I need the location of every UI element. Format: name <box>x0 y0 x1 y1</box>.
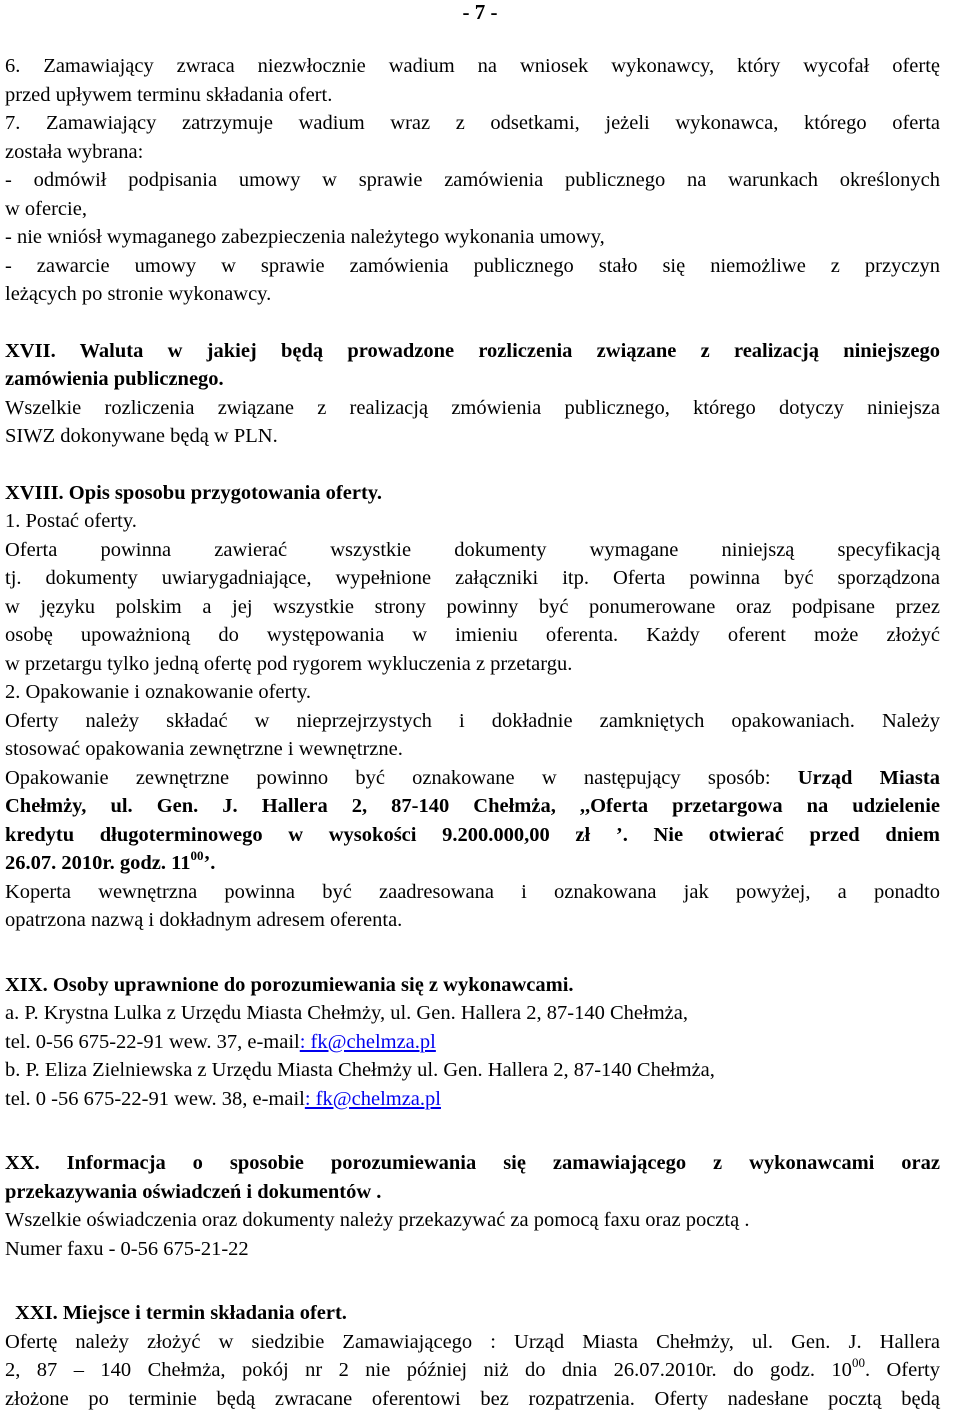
section-16-wadium-list <box>5 52 940 309</box>
spacer <box>5 1263 940 1299</box>
outer-packaging-line-3: kredytu długoterminowego w wysokości 9.200.000,00 zł ’. Nie otwierać przed dniem <box>5 821 940 850</box>
submission-continued: . Oferty <box>865 1359 940 1381</box>
inner-envelope-line-1: Koperta wewnętrzna powinna być zaadresowana i oznakowana jak powyżej, a ponadto <box>5 878 940 907</box>
contact-b-phone: tel. 0 -56 675-22-91 wew. 38, e-mail <box>5 1088 305 1110</box>
list-item-7-line-2: została wybrana: <box>5 138 940 167</box>
list-item-6-line-1: 6. Zamawiający zwraca niezwłocznie wadium na wniosek wykonawcy, który wycofał ofertę <box>5 52 940 81</box>
section-21-line-2 <box>5 1356 940 1385</box>
contact-b-line-2 <box>5 1085 940 1114</box>
document-body <box>5 52 940 1413</box>
dash-item-1-line-2: w ofercie, <box>5 195 940 224</box>
section-21-heading <box>5 1299 940 1328</box>
outer-packaging-line-2: Chełmży, ul. Gen. J. Hallera 2, 87-140 Chełmża, ,,Oferta przetargowa na udzielenie <box>5 792 940 821</box>
deadline-minutes: 00 <box>190 848 203 863</box>
dash-item-3-line-1: - zawarcie umowy w sprawie zamówienia publicznego stało się niemożliwe z przyczyn <box>5 252 940 281</box>
section-21-line-1: Ofertę należy złożyć w siedzibie Zamawiającego : Urząd Miasta Chełmży, ul. Gen. J. Hallera <box>5 1328 940 1357</box>
page-number: - 7 - <box>0 0 960 26</box>
dash-item-3-line-2: leżących po stronie wykonawcy. <box>5 280 940 309</box>
dash-item-2: - nie wniósł wymaganego zabezpieczenia należytego wykonania umowy, <box>5 223 940 252</box>
subsection-2-line-2: stosować opakowania zewnętrzne i wewnętrzne. <box>5 735 940 764</box>
spacer <box>5 935 940 971</box>
spacer <box>5 451 940 479</box>
fax-number: Numer faxu - 0-56 675-21-22 <box>5 1235 940 1264</box>
deadline-date: 26.07. 2010r. godz. 11 <box>5 852 190 874</box>
spacer <box>5 309 940 337</box>
section-19-contacts <box>5 971 940 1114</box>
section-18-offer-preparation <box>5 479 940 935</box>
spacer <box>5 1113 940 1149</box>
section-20-text: Wszelkie oświadczenia oraz dokumenty należy przekazywać za pomocą faxu oraz pocztą . <box>5 1206 940 1235</box>
section-17-currency <box>5 337 940 451</box>
contact-a-line-2 <box>5 1028 940 1057</box>
list-item-6-line-2: przed upływem terminu składania ofert. <box>5 81 940 110</box>
outer-packaging-line-4 <box>5 849 940 878</box>
subsection-2-title: 2. Opakowanie i oznakowanie oferty. <box>5 678 940 707</box>
submission-deadline: 2, 87 – 140 Chełmża, pokój nr 2 nie później niż do dnia 26.07.2010r. do godz. 10 <box>5 1359 852 1381</box>
contact-b-line-1: b. P. Eliza Zielniewska z Urzędu Miasta Chełmży ul. Gen. Hallera 2, 87-140 Chełmża, <box>5 1056 940 1085</box>
subsection-1-title: 1. Postać oferty. <box>5 507 940 536</box>
inner-envelope-line-2: opatrzona nazwą i dokładnym adresem oferenta. <box>5 906 940 935</box>
subsection-1-line-4: osobę upoważnioną do występowania w imieniu oferenta. Każdy oferent może złożyć <box>5 621 940 650</box>
subsection-1-line-2: tj. dokumenty uwiarygadniające, wypełnione załączniki itp. Oferta powinna być sporządzona <box>5 564 940 593</box>
outer-packaging-address-start: Urząd Miasta <box>798 767 940 789</box>
section-17-text-line-1: Wszelkie rozliczenia związane z realizacją zmówienia publicznego, którego dotyczy niniejsza <box>5 394 940 423</box>
subsection-1-line-5: w przetargu tylko jedną ofertę pod rygorem wykluczenia z przetargu. <box>5 650 940 679</box>
section-20-communication <box>5 1149 940 1263</box>
dash-item-1-line-1: - odmówił podpisania umowy w sprawie zamówienia publicznego na warunkach określonych <box>5 166 940 195</box>
submission-minutes: 00 <box>852 1355 865 1370</box>
section-17-text-line-2: SIWZ dokonywane będą w PLN. <box>5 422 940 451</box>
section-19-heading: XIX. Osoby uprawnione do porozumiewania się z wykonawcami. <box>5 971 940 1000</box>
subsection-1-line-3: w języku polskim a jej wszystkie strony powinny być ponumerowane oraz podpisane przez <box>5 593 940 622</box>
contact-a-email-link[interactable]: : fk@chelmza.pl <box>300 1031 436 1053</box>
subsection-2-line-1: Oferty należy składać w nieprzejrzystych i dokładnie zamkniętych opakowaniach. Należy <box>5 707 940 736</box>
contact-b-email-link[interactable]: : fk@chelmza.pl <box>305 1088 441 1110</box>
list-item-7-line-1: 7. Zamawiający zatrzymuje wadium wraz z odsetkami, jeżeli wykonawca, którego oferta <box>5 109 940 138</box>
section-17-heading-line-2: zamówienia publicznego. <box>5 365 940 394</box>
outer-packaging-line-1 <box>5 764 940 793</box>
section-20-heading-line-1: XX. Informacja o sposobie porozumiewania się zamawiającego z wykonawcami oraz <box>5 1149 940 1178</box>
section-21-line-3: złożone po terminie będą zwracane oferentowi bez rozpatrzenia. Oferty nadesłane pocztą będą <box>5 1385 940 1413</box>
section-21-heading-text: XXI. Miejsce i termin składania ofert. <box>15 1302 347 1324</box>
outer-packaging-text: Opakowanie zewnętrzne powinno być oznakowane w następujący sposób: <box>5 767 798 789</box>
section-21-submission <box>5 1299 940 1413</box>
section-17-heading-line-1: XVII. Waluta w jakiej będą prowadzone rozliczenia związane z realizacją niniejszego <box>5 337 940 366</box>
section-20-heading-line-2: przekazywania oświadczeń i dokumentów . <box>5 1178 940 1207</box>
contact-a-phone: tel. 0-56 675-22-91 wew. 37, e-mail <box>5 1031 300 1053</box>
section-18-heading: XVIII. Opis sposobu przygotowania oferty. <box>5 479 940 508</box>
deadline-end-quote: ’. <box>203 852 215 874</box>
subsection-1-line-1: Oferta powinna zawierać wszystkie dokumenty wymagane niniejszą specyfikacją <box>5 536 940 565</box>
contact-a-line-1: a. P. Krystna Lulka z Urzędu Miasta Chełmży, ul. Gen. Hallera 2, 87-140 Chełmża, <box>5 999 940 1028</box>
